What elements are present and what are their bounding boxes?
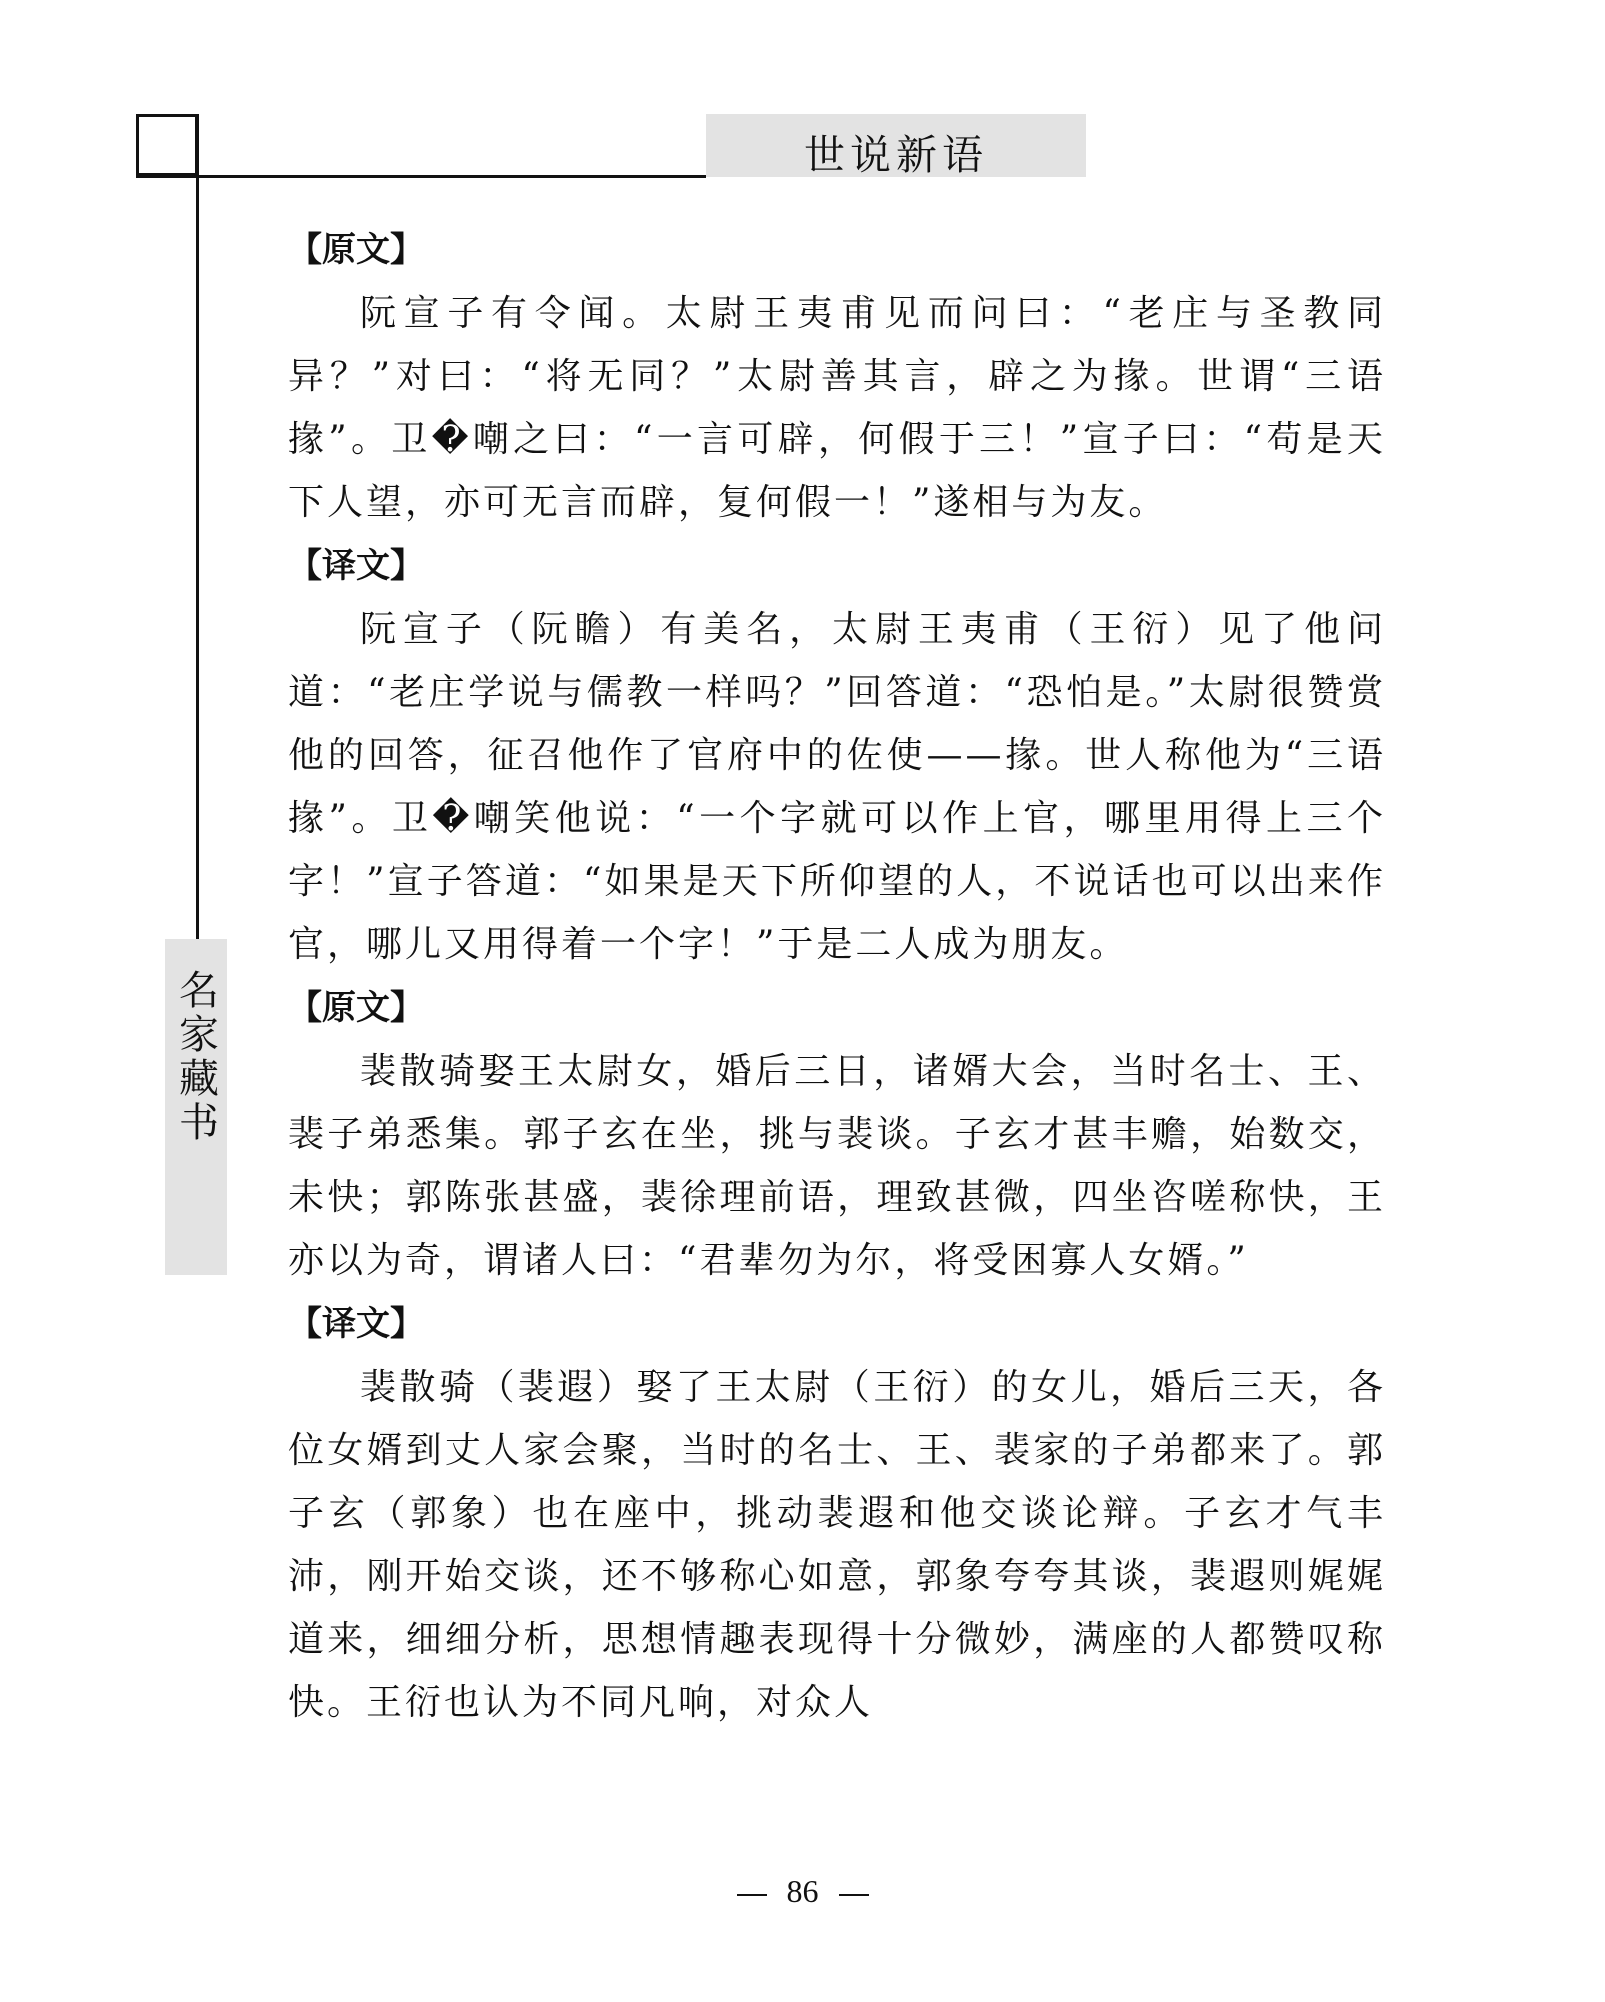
book-title: 世说新语 <box>804 131 988 179</box>
section-original-1 <box>288 218 1386 534</box>
section-heading: 【译文】 <box>288 546 424 586</box>
page-body <box>288 218 1386 1734</box>
section-translation-2 <box>288 1292 1386 1734</box>
section-translation-1 <box>288 534 1386 976</box>
side-tab <box>165 939 227 1275</box>
section-paragraph: 阮宣子（阮瞻）有美名，太尉王夷甫（王衍）见了他问道：“老庄学说与儒教一样吗？”回答道：“恐怕是。”太尉很赞赏他的回答，征召他作了官府中的佐使——掾。世人称他为“三语掾”。卫�嘲笑他说：“一个字就可以作上官，哪里用得上三个字！”宣子答道：“如果是天下所仰望的人，不说话也可以出来作官，哪儿又用得着一个字！”于是二人成为朋友。 <box>288 609 1386 965</box>
section-original-2 <box>288 976 1386 1292</box>
side-tab-label: 名家藏书 <box>172 969 219 1145</box>
section-heading: 【译文】 <box>288 1304 424 1344</box>
header-rule <box>136 175 706 178</box>
page-number-dash-left <box>737 1894 767 1896</box>
header-corner-box <box>136 114 198 176</box>
section-heading: 【原文】 <box>288 988 424 1028</box>
section-paragraph: 裴散骑娶王太尉女，婚后三日，诸婿大会，当时名士、王、裴子弟悉集。郭子玄在坐，挑与裴谈。子玄才甚丰赡，始数交，未快；郭陈张甚盛，裴徐理前语，理致甚微，四坐咨嗟称快，王亦以为奇，谓诸人曰：“君辈勿为尔，将受困寡人女婿。” <box>288 1051 1386 1281</box>
page-number <box>0 1873 1605 1910</box>
section-heading: 【原文】 <box>288 230 424 270</box>
margin-vertical-rule <box>196 114 199 939</box>
section-paragraph: 阮宣子有令闻。太尉王夷甫见而问曰：“老庄与圣教同异？”对曰：“将无同？”太尉善其言，辟之为掾。世谓“三语掾”。卫�嘲之曰：“一言可辟，何假于三！”宣子曰：“苟是天下人望，亦可无言而辟，复何假一！”遂相与为友。 <box>288 293 1386 523</box>
page-number-dash-right <box>839 1894 869 1896</box>
running-header <box>706 114 1086 177</box>
page-number-value: 86 <box>786 1873 819 1909</box>
section-paragraph: 裴散骑（裴遐）娶了王太尉（王衍）的女儿，婚后三天，各位女婿到丈人家会聚，当时的名士、王、裴家的子弟都来了。郭子玄（郭象）也在座中，挑动裴遐和他交谈论辩。子玄才气丰沛，刚开始交谈，还不够称心如意，郭象夸夸其谈，裴遐则娓娓道来，细细分析，思想情趣表现得十分微妙，满座的人都赞叹称快。王衍也认为不同凡响，对众人 <box>288 1367 1386 1723</box>
